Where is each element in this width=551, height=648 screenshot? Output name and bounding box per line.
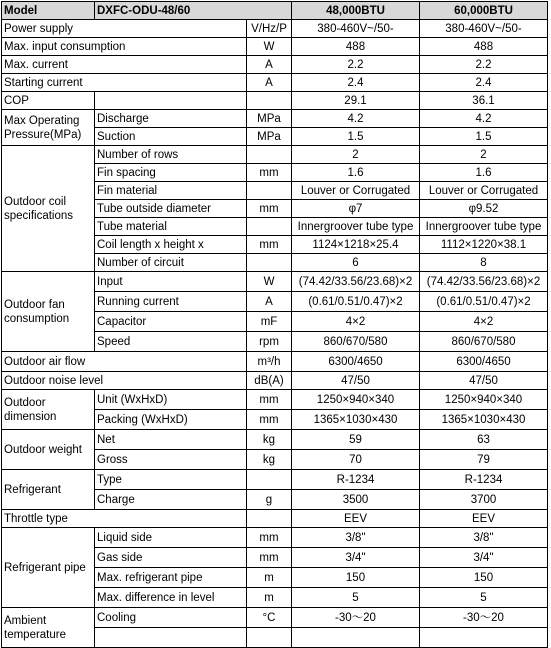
- value-48: 1250×940×340: [292, 390, 420, 410]
- unit: MPa: [247, 110, 292, 128]
- unit: mm: [247, 390, 292, 410]
- row-discharge: [2, 110, 548, 128]
- value-60: 79: [420, 450, 548, 470]
- value-60: 488: [420, 38, 548, 56]
- value-48: 2.4: [292, 74, 420, 92]
- row-refrigerant-type: [2, 470, 548, 490]
- value-60: -30～20: [420, 608, 548, 628]
- value-60: 36.1: [420, 92, 548, 110]
- unit: g: [247, 490, 292, 510]
- label: Net: [95, 430, 247, 450]
- value-48: Innergroover tube type: [292, 218, 420, 236]
- header-row: [2, 2, 548, 20]
- value-60: (0.61/0.51/0.47)×2: [420, 292, 548, 312]
- unit: mF: [247, 312, 292, 332]
- value-60: 150: [420, 568, 548, 588]
- value-48: 380-460V~/50-: [292, 20, 420, 38]
- spec-table: [1, 1, 548, 648]
- model-label: Model: [2, 2, 95, 20]
- empty-cell: [247, 510, 292, 528]
- value-48: 4.2: [292, 110, 420, 128]
- empty-cell: [247, 218, 292, 236]
- value-60: R-1234: [420, 470, 548, 490]
- value-48: 70: [292, 450, 420, 470]
- label: Max. difference in level: [95, 588, 247, 608]
- value-48: 3500: [292, 490, 420, 510]
- group-outdoor-fan: Outdoor fan consumption: [2, 272, 95, 352]
- value-60: 2.4: [420, 74, 548, 92]
- empty-cell: [247, 470, 292, 490]
- value-48: 5: [292, 588, 420, 608]
- row-starting-current: [2, 74, 548, 92]
- value-48: Louver or Corrugated: [292, 182, 420, 200]
- unit: m³/h: [247, 352, 292, 372]
- empty-cell: [292, 628, 420, 648]
- label: Outdoor noise level: [2, 372, 247, 390]
- label: Input: [95, 272, 247, 292]
- model-value: DXFC-ODU-48/60: [95, 2, 292, 20]
- empty-cell: [247, 146, 292, 164]
- value-48: 488: [292, 38, 420, 56]
- empty-cell: [247, 254, 292, 272]
- value-48: -30～20: [292, 608, 420, 628]
- row-outdoor-noise-level: [2, 372, 548, 390]
- value-48: R-1234: [292, 470, 420, 490]
- unit: mm: [247, 236, 292, 254]
- value-60: Louver or Corrugated: [420, 182, 548, 200]
- row-cooling: [2, 608, 548, 628]
- label: Gas side: [95, 548, 247, 568]
- unit: m: [247, 568, 292, 588]
- group-outdoor-weight: Outdoor weight: [2, 430, 95, 470]
- value-48: 3/4": [292, 548, 420, 568]
- unit: A: [247, 56, 292, 74]
- value-60: 4×2: [420, 312, 548, 332]
- label: Liquid side: [95, 528, 247, 548]
- value-60: 2.2: [420, 56, 548, 74]
- value-60: 47/50: [420, 372, 548, 390]
- unit: kg: [247, 430, 292, 450]
- label: Fin spacing: [95, 164, 247, 182]
- row-number-of-rows: [2, 146, 548, 164]
- group-max-operating-pressure: Max Operating Pressure(MPa): [2, 110, 95, 146]
- row-outdoor-air-flow: [2, 352, 548, 372]
- empty-cell: [247, 182, 292, 200]
- label: Number of circuit: [95, 254, 247, 272]
- row-net-weight: [2, 430, 548, 450]
- empty-cell: [247, 92, 292, 110]
- label: Capacitor: [95, 312, 247, 332]
- value-60: 1.6: [420, 164, 548, 182]
- value-60: 3700: [420, 490, 548, 510]
- value-48: 47/50: [292, 372, 420, 390]
- unit: W: [247, 38, 292, 56]
- label: Power supply: [2, 20, 247, 38]
- unit: mm: [247, 164, 292, 182]
- label: Suction: [95, 128, 247, 146]
- label: Type: [95, 470, 247, 490]
- value-60: 63: [420, 430, 548, 450]
- empty-cell: [247, 628, 292, 648]
- label: Tube material: [95, 218, 247, 236]
- label: Throttle type: [2, 510, 247, 528]
- value-60: φ9.52: [420, 200, 548, 218]
- row-cop: [2, 92, 548, 110]
- label: Number of rows: [95, 146, 247, 164]
- label: Gross: [95, 450, 247, 470]
- value-48: 59: [292, 430, 420, 450]
- group-outdoor-coil: Outdoor coil specifications: [2, 146, 95, 272]
- unit: A: [247, 292, 292, 312]
- value-48: 29.1: [292, 92, 420, 110]
- unit: mm: [247, 410, 292, 430]
- value-48: 2: [292, 146, 420, 164]
- value-60: 1.5: [420, 128, 548, 146]
- unit: W: [247, 272, 292, 292]
- unit: mm: [247, 528, 292, 548]
- label: Fin material: [95, 182, 247, 200]
- value-48: 1.5: [292, 128, 420, 146]
- empty-cell: [95, 92, 247, 110]
- value-48: (0.61/0.51/0.47)×2: [292, 292, 420, 312]
- value-48: 6300/4650: [292, 352, 420, 372]
- empty-cell: [95, 628, 247, 648]
- value-48: 1.6: [292, 164, 420, 182]
- group-ambient-temperature: Ambient temperature: [2, 608, 95, 648]
- label: Charge: [95, 490, 247, 510]
- row-unit-dimension: [2, 390, 548, 410]
- value-48: 150: [292, 568, 420, 588]
- unit: V/Hz/P: [247, 20, 292, 38]
- unit: mm: [247, 548, 292, 568]
- value-60: 3/4": [420, 548, 548, 568]
- unit: dB(A): [247, 372, 292, 390]
- unit: rpm: [247, 332, 292, 352]
- value-48: 2.2: [292, 56, 420, 74]
- label: Max. current: [2, 56, 247, 74]
- label: Running current: [95, 292, 247, 312]
- row-liquid-side: [2, 528, 548, 548]
- group-outdoor-dimension: Outdoor dimension: [2, 390, 95, 430]
- label: Tube outside diameter: [95, 200, 247, 218]
- value-60: 1365×1030×430: [420, 410, 548, 430]
- value-60: 3/8": [420, 528, 548, 548]
- value-60: 1112×1220×38.1: [420, 236, 548, 254]
- column-48000btu: 48,000BTU: [292, 2, 420, 20]
- label: Coil length x height x: [95, 236, 247, 254]
- value-48: EEV: [292, 510, 420, 528]
- column-60000btu: 60,000BTU: [420, 2, 548, 20]
- value-60: 4.2: [420, 110, 548, 128]
- value-48: 860/670/580: [292, 332, 420, 352]
- value-60: 860/670/580: [420, 332, 548, 352]
- unit: °C: [247, 608, 292, 628]
- label: Unit (WxHxD): [95, 390, 247, 410]
- value-60: 1250×940×340: [420, 390, 548, 410]
- unit: m: [247, 588, 292, 608]
- label: Outdoor air flow: [2, 352, 247, 372]
- empty-cell: [420, 628, 548, 648]
- value-60: 5: [420, 588, 548, 608]
- value-60: 8: [420, 254, 548, 272]
- row-max-current: [2, 56, 548, 74]
- value-60: (74.42/33.56/23.68)×2: [420, 272, 548, 292]
- unit: kg: [247, 450, 292, 470]
- row-max-input: [2, 38, 548, 56]
- label: Starting current: [2, 74, 247, 92]
- value-60: Innergroover tube type: [420, 218, 548, 236]
- unit: A: [247, 74, 292, 92]
- label: Max. input consumption: [2, 38, 247, 56]
- value-60: 2: [420, 146, 548, 164]
- unit: MPa: [247, 128, 292, 146]
- value-60: EEV: [420, 510, 548, 528]
- value-48: 6: [292, 254, 420, 272]
- label: Discharge: [95, 110, 247, 128]
- label: Speed: [95, 332, 247, 352]
- label: Packing (WxHxD): [95, 410, 247, 430]
- label: COP: [2, 92, 95, 110]
- value-48: 1365×1030×430: [292, 410, 420, 430]
- group-refrigerant-pipe: Refrigerant pipe: [2, 528, 95, 608]
- value-48: 4×2: [292, 312, 420, 332]
- row-throttle-type: [2, 510, 548, 528]
- group-refrigerant: Refrigerant: [2, 470, 95, 510]
- value-48: (74.42/33.56/23.68)×2: [292, 272, 420, 292]
- label: Max. refrigerant pipe: [95, 568, 247, 588]
- row-fan-input: [2, 272, 548, 292]
- unit: mm: [247, 200, 292, 218]
- value-60: 380-460V~/50-: [420, 20, 548, 38]
- value-60: 6300/4650: [420, 352, 548, 372]
- row-power-supply: [2, 20, 548, 38]
- value-48: φ7: [292, 200, 420, 218]
- value-48: 3/8": [292, 528, 420, 548]
- label: Cooling: [95, 608, 247, 628]
- value-48: 1124×1218×25.4: [292, 236, 420, 254]
